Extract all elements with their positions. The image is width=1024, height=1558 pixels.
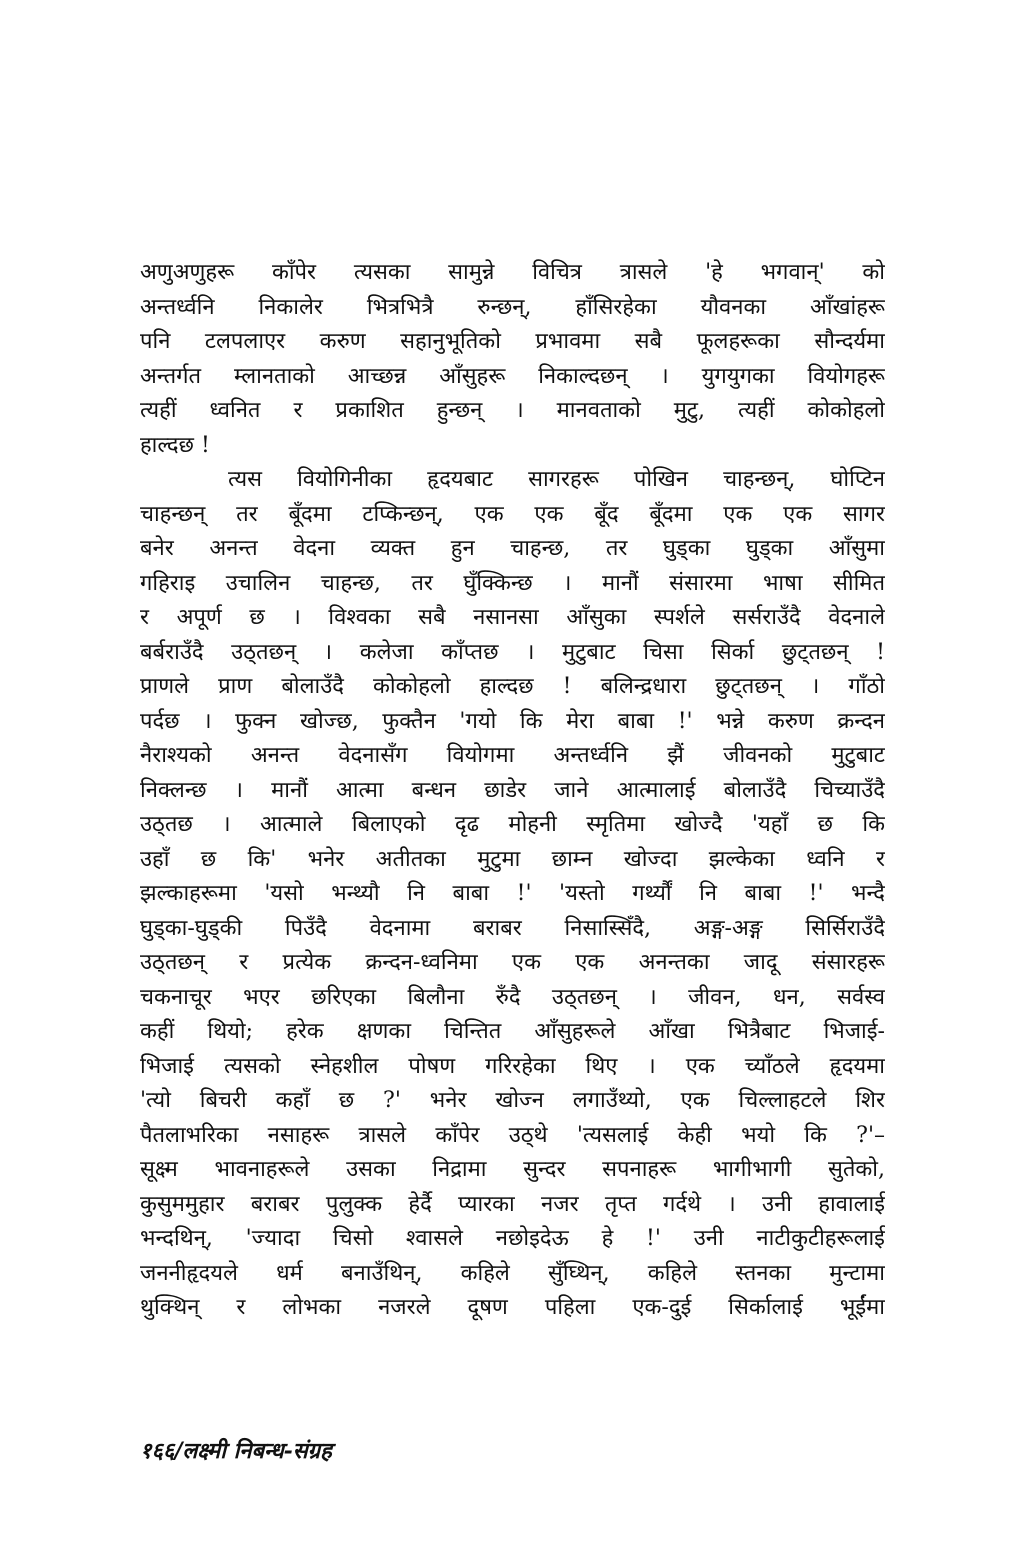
text-line: कहीं थियो; हरेक क्षणका चिन्तित आँसुहरूले आँखा भित्रैबाट भिजाई- — [140, 1019, 885, 1044]
page-number-and-book-title: १६६/लक्ष्मी निबन्ध-संग्रह — [140, 1438, 332, 1464]
text-line: 'त्यो बिचरी कहाँ छ ?' भनेर खोज्न लगाउँथ्यो, एक चिल्लाहटले शिर — [140, 1088, 885, 1113]
text-line: पैतलाभरिका नसाहरू त्रासले काँपेर उठ्थे 'त्यसलाई केही भयो कि ?'– — [140, 1122, 885, 1148]
text-line: घुड्का-घुड्की पिउँदै वेदनामा बराबर निसास्सिँदै, अङ्ग-अङ्ग सिर्सिराउँदै — [140, 915, 885, 941]
text-line: बनेर अनन्त वेदना व्यक्त हुन चाहन्छ, तर घुड्का घुड्का आँसुमा — [140, 536, 885, 561]
text-line: प्राणले प्राण बोलाउँदै कोकोहलो हाल्दछ ! बलिन्द्रधारा छुट्तछन् । गाँठो — [140, 674, 885, 699]
text-line: अणुअणुहरू काँपेर त्यसका सामुन्ने विचित्र त्रासले 'हे भगवान्' को — [140, 260, 885, 285]
text-line: भिजाई त्यसको स्नेहशील पोषण गरिरहेका थिए । एक च्याँठले हृदयमा — [140, 1053, 885, 1079]
text-line: पर्दछ । फुक्न खोज्छ, फुक्तैन 'गयो कि मेरा बाबा !' भन्ने करुण क्रन्दन — [140, 708, 885, 734]
page-footer — [140, 1436, 332, 1466]
text-line: भन्दथिन्, 'ज्यादा चिसो श्वासले नछोइदेऊ हे !' उनी नाटीकुटीहरूलाई — [140, 1226, 885, 1251]
text-line: नैराश्यको अनन्त वेदनासँग वियोगमा अन्तर्ध्वनि झैं जीवनको मुटुबाट — [140, 743, 885, 768]
text-line: त्यस वियोगिनीका हृदयबाट सागरहरू पोखिन चाहन्छन्, घोप्टिन — [228, 467, 885, 492]
paragraph-1 — [140, 256, 885, 463]
text-line: झल्काहरूमा 'यसो भन्थ्यौ नि बाबा !' 'यस्तो गर्थ्यौं नि बाबा !' भन्दै — [140, 881, 885, 906]
text-line: चाहन्छन् तर बूँदमा टप्किन्छन्, एक एक बूँद बूँदमा एक एक सागर — [140, 501, 885, 527]
text-line: कुसुममुहार बराबर पुलुक्क हेर्दै प्यारका नजर तृप्त गर्दथे । उनी हावालाई — [140, 1191, 885, 1217]
text-line: बर्बराउँदै उठ्तछन् । कलेजा काँप्तछ । मुटुबाट चिसा सिर्का छुट्तछन् ! — [140, 639, 885, 665]
text-line: सूक्ष्म भावनाहरूले उसका निद्रामा सुन्दर सपनाहरू भागीभागी सुतेको, — [140, 1157, 885, 1182]
text-line: त्यहीं ध्वनित र प्रकाशित हुन्छन् । मानवताको मुटु, त्यहीं कोकोहलो — [140, 398, 885, 423]
text-line: हाल्दछ ! — [140, 432, 210, 458]
text-line: चकनाचूर भएर छरिएका बिलौना रुँदै उठ्तछन् । जीवन, धन, सर्वस्व — [140, 984, 885, 1010]
text-line: गहिराइ उचालिन चाहन्छ, तर घुँक्किन्छ । मानौं संसारमा भाषा सीमित — [140, 570, 885, 596]
text-line: जननीहृदयले धर्म बनाउँथिन्, कहिले सुँघ्थिन्, कहिले स्तनका मुन्टामा — [140, 1260, 885, 1286]
text-line: पनि टलपलाएर करुण सहानुभूतिको प्रभावमा सबै फूलहरूका सौन्दर्यमा — [140, 329, 885, 354]
text-line: उहाँ छ कि' भनेर अतीतका मुटुमा छाम्न खोज्दा झल्केका ध्वनि र — [140, 846, 885, 872]
paragraph-2 — [140, 463, 885, 1326]
text-line: निक्लन्छ । मानौं आत्मा बन्धन छाडेर जाने आत्मालाई बोलाउँदै चिच्याउँदै — [140, 777, 885, 803]
body-text — [140, 256, 885, 1326]
text-line: अन्तर्ध्वनि निकालेर भित्रभित्रै रुन्छन्, हाँसिरहेका यौवनका आँखांहरू — [140, 294, 885, 320]
text-line: उठ्तछ । आत्माले बिलाएको दृढ मोहनी स्मृतिमा खोज्दै 'यहाँ छ कि — [140, 812, 885, 837]
text-line: उठ्तछन् र प्रत्येक क्रन्दन-ध्वनिमा एक एक अनन्तका जादू संसारहरू — [140, 950, 885, 975]
text-line: थुक्थिन् र लोभका नजरले दूषण पहिला एक-दुई सिर्कालाई भूईंमा — [140, 1295, 885, 1320]
text-line: अन्तर्गत म्लानताको आच्छन्न आँसुहरू निकाल्दछन् । युगयुगका वियोगहरू — [140, 363, 885, 389]
text-line: र अपूर्ण छ । विश्वका सबै नसानसा आँसुका स्पर्शले सर्सराउँदै वेदनाले — [140, 605, 885, 630]
